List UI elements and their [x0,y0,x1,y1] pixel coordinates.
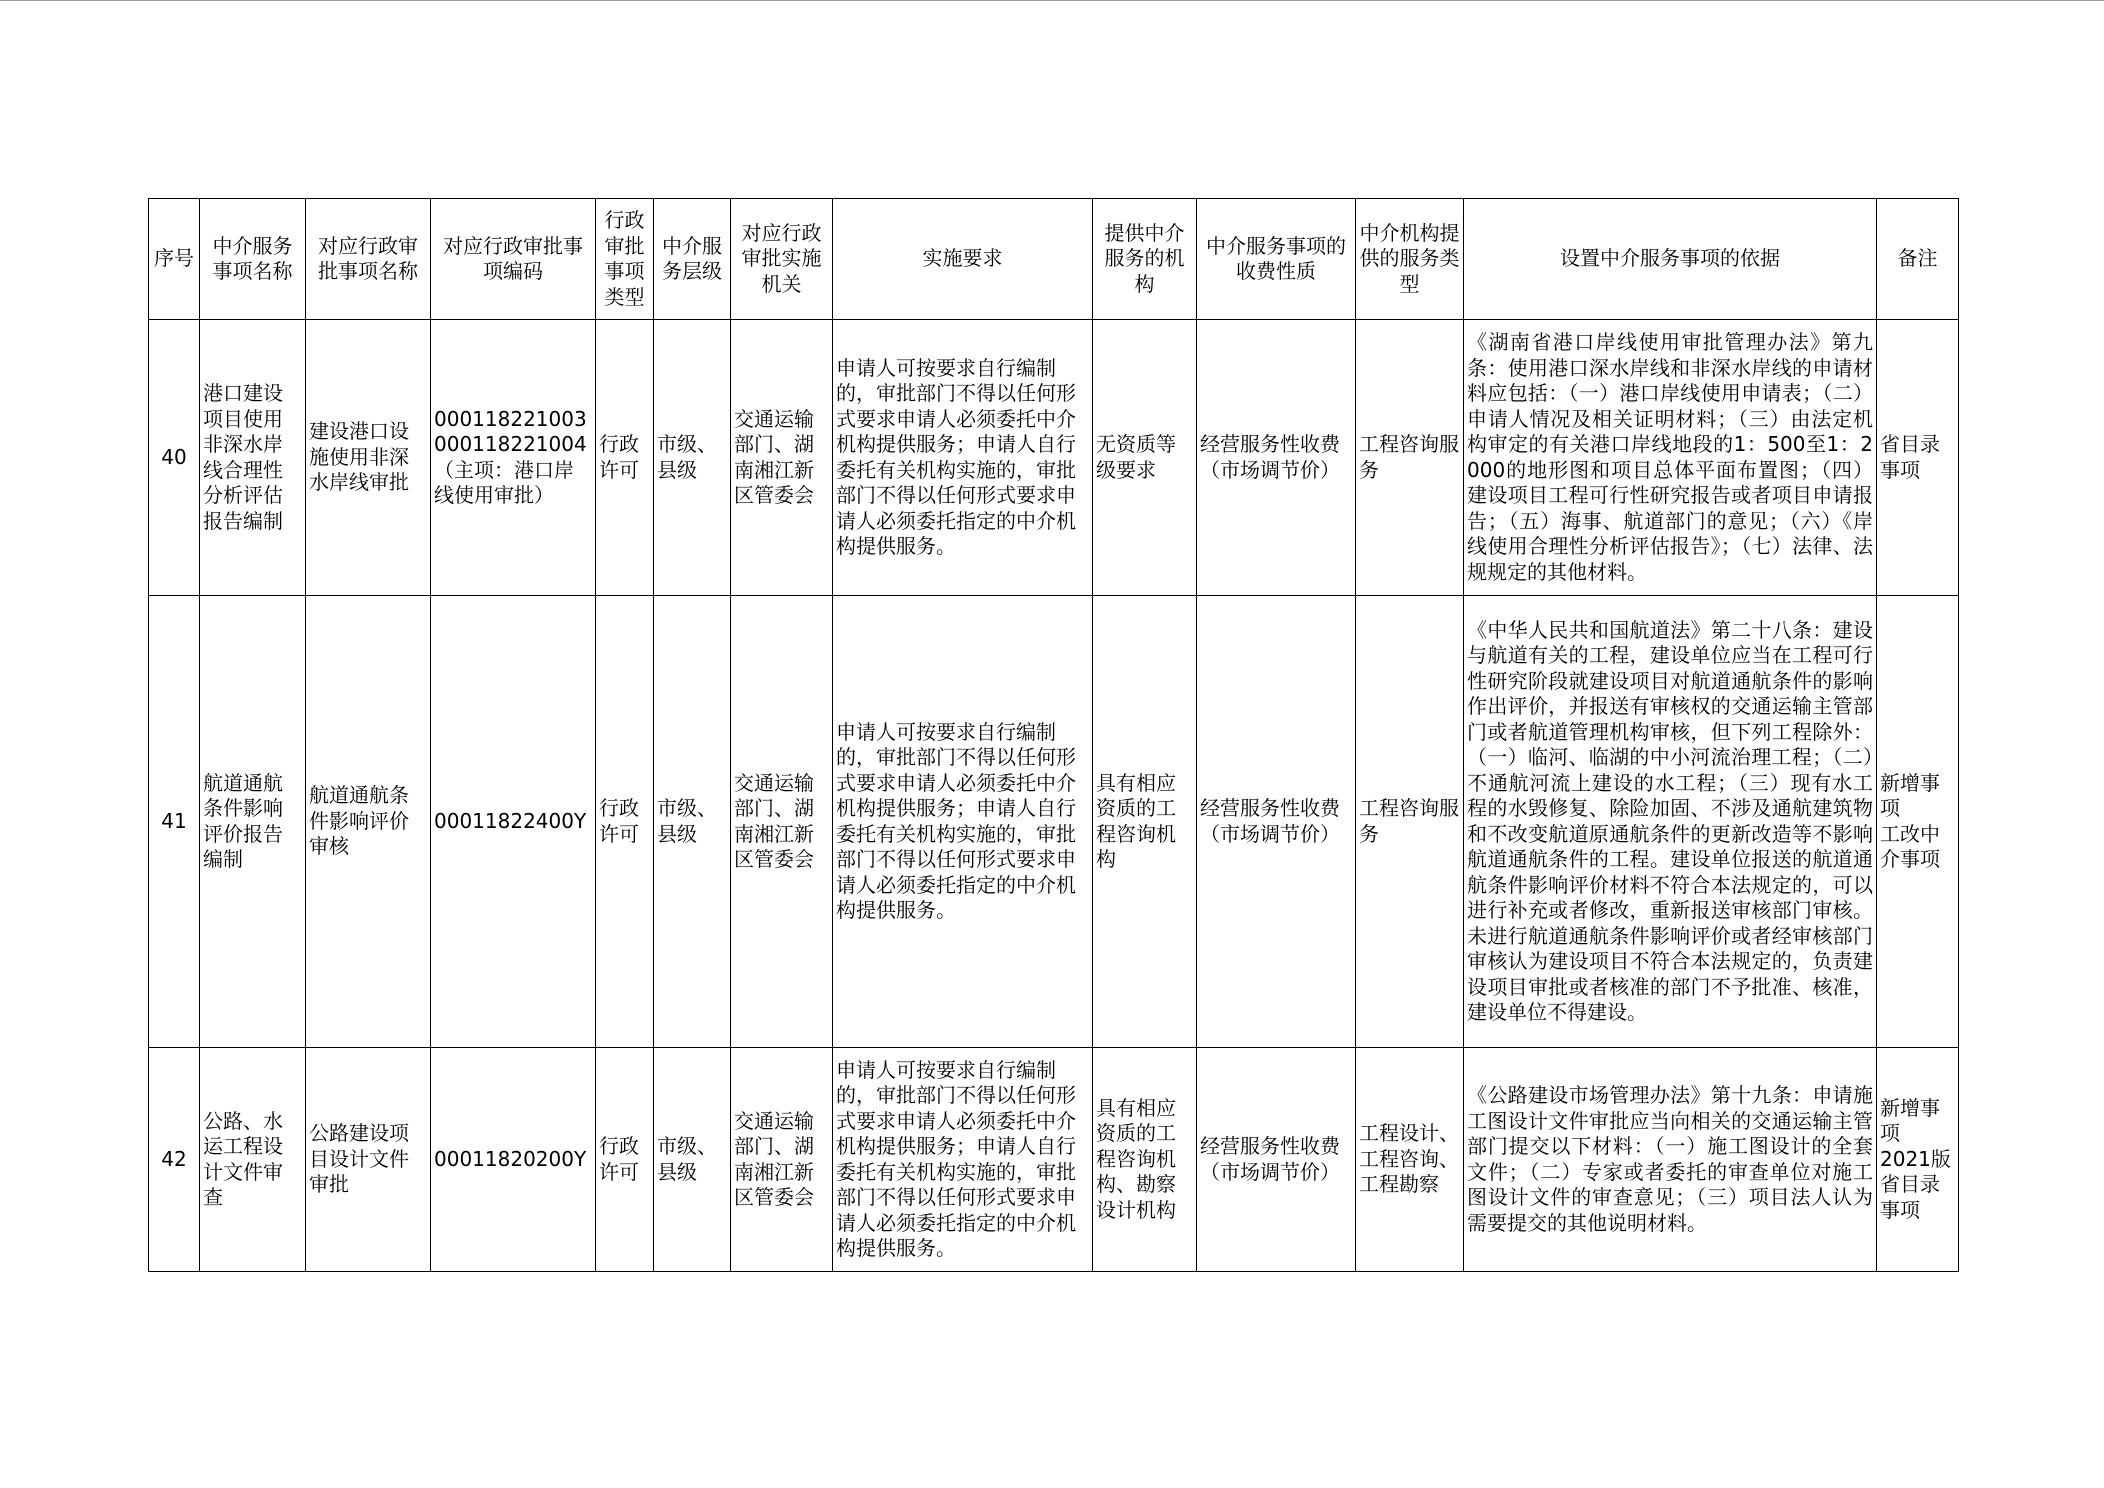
cell-no: 42 [149,1048,200,1272]
header-no: 序号 [149,199,200,320]
cell-approval-name: 建设港口设施使用非深水岸线审批 [306,320,431,596]
cell-agency: 交通运输部门、湖南湘江新区管委会 [731,596,833,1048]
table-row [149,1048,1959,1272]
cell-service-level: 市级、县级 [654,320,731,596]
header-service-type: 中介机构提供的服务类型 [1356,199,1464,320]
header-approval-name: 对应行政审批事项名称 [306,199,431,320]
cell-provider: 无资质等级要求 [1093,320,1197,596]
header-remark: 备注 [1877,199,1959,320]
cell-basis: 《公路建设市场管理办法》第十九条：申请施工图设计文件审批应当向相关的交通运输主管部门提交以下材料：（一）施工图设计的全套文件；（二）专家或者委托的审查单位对施工图设计文件的审查意见；（三）项目法人认为需要提交的其他说明材料。 [1464,1048,1877,1272]
cell-no: 40 [149,320,200,596]
cell-approval-name: 公路建设项目设计文件审批 [306,1048,431,1272]
cell-basis: 《湖南省港口岸线使用审批管理办法》第九条：使用港口深水岸线和非深水岸线的申请材料应包括：（一）港口岸线使用申请表；（二）申请人情况及相关证明材料；（三）由法定机构审定的有关港口岸线地段的1：500至1：2000的地形图和项目总体平面布置图；（四）建设项目工程可行性研究报告或者项目申请报告；（五）海事、航道部门的意见；（六）《岸线使用合理性分析评估报告》；（七）法律、法规规定的其他材料。 [1464,320,1877,596]
cell-service-type: 工程设计、工程咨询、工程勘察 [1356,1048,1464,1272]
cell-remark: 新增事项 2021版省目录事项 [1877,1048,1959,1272]
cell-approval-code: 00011822400Y [431,596,596,1048]
header-fee-nature: 中介服务事项的收费性质 [1197,199,1356,320]
header-basis: 设置中介服务事项的依据 [1464,199,1877,320]
cell-approval-type: 行政许可 [596,320,654,596]
cell-service-type: 工程咨询服务 [1356,320,1464,596]
header-service-level: 中介服务层级 [654,199,731,320]
cell-remark: 省目录事项 [1877,320,1959,596]
cell-provider: 具有相应资质的工程咨询机构 [1093,596,1197,1048]
cell-requirement: 申请人可按要求自行编制的，审批部门不得以任何形式要求申请人必须委托中介机构提供服务；申请人自行委托有关机构实施的，审批部门不得以任何形式要求申请人必须委托指定的中介机构提供服务。 [833,1048,1093,1272]
intermediary-services-table [148,198,1959,1272]
table-row [149,596,1959,1048]
cell-service-level: 市级、县级 [654,1048,731,1272]
cell-provider: 具有相应资质的工程咨询机构、勘察设计机构 [1093,1048,1197,1272]
cell-agency: 交通运输部门、湖南湘江新区管委会 [731,1048,833,1272]
cell-service-name: 公路、水运工程设计文件审查 [200,1048,306,1272]
cell-service-name: 航道通航条件影响评价报告编制 [200,596,306,1048]
cell-approval-name: 航道通航条件影响评价审核 [306,596,431,1048]
cell-requirement: 申请人可按要求自行编制的，审批部门不得以任何形式要求申请人必须委托中介机构提供服务；申请人自行委托有关机构实施的，审批部门不得以任何形式要求申请人必须委托指定的中介机构提供服务。 [833,320,1093,596]
header-approval-code: 对应行政审批事项编码 [431,199,596,320]
cell-basis: 《中华人民共和国航道法》第二十八条：建设与航道有关的工程，建设单位应当在工程可行性研究阶段就建设项目对航道通航条件的影响作出评价，并报送有审核权的交通运输主管部门或者航道管理机构审核，但下列工程除外：（一）临河、临湖的中小河流治理工程；（二）不通航河流上建设的水工程；（三）现有水工程的水毁修复、除险加固、不涉及通航建筑物和不改变航道原通航条件的更新改造等不影响航道通航条件的工程。建设单位报送的航道通航条件影响评价材料不符合本法规定的，可以进行补充或者修改，重新报送审核部门审核。未进行航道通航条件影响评价或者经审核部门审核认为建设项目不符合本法规定的，负责建设项目审批或者核准的部门不予批准、核准，建设单位不得建设。 [1464,596,1877,1048]
cell-service-level: 市级、县级 [654,596,731,1048]
cell-requirement: 申请人可按要求自行编制的，审批部门不得以任何形式要求申请人必须委托中介机构提供服务；申请人自行委托有关机构实施的，审批部门不得以任何形式要求申请人必须委托指定的中介机构提供服务。 [833,596,1093,1048]
cell-service-type: 工程咨询服务 [1356,596,1464,1048]
header-requirement: 实施要求 [833,199,1093,320]
header-provider: 提供中介服务的机构 [1093,199,1197,320]
cell-service-name: 港口建设项目使用非深水岸线合理性分析评估报告编制 [200,320,306,596]
cell-approval-code: 00011820200Y [431,1048,596,1272]
cell-fee-nature: 经营服务性收费（市场调节价） [1197,320,1356,596]
cell-approval-type: 行政许可 [596,596,654,1048]
cell-fee-nature: 经营服务性收费（市场调节价） [1197,596,1356,1048]
table-row [149,320,1959,596]
header-service-name: 中介服务事项名称 [200,199,306,320]
page-top-border [0,0,2104,1]
header-approval-type: 行政审批事项类型 [596,199,654,320]
header-agency: 对应行政审批实施机关 [731,199,833,320]
cell-remark: 新增事项 工改中介事项 [1877,596,1959,1048]
cell-approval-code: 000118221003 000118221004 （主项：港口岸线使用审批） [431,320,596,596]
cell-no: 41 [149,596,200,1048]
table-header-row [149,199,1959,320]
cell-fee-nature: 经营服务性收费（市场调节价） [1197,1048,1356,1272]
cell-approval-type: 行政许可 [596,1048,654,1272]
cell-agency: 交通运输部门、湖南湘江新区管委会 [731,320,833,596]
